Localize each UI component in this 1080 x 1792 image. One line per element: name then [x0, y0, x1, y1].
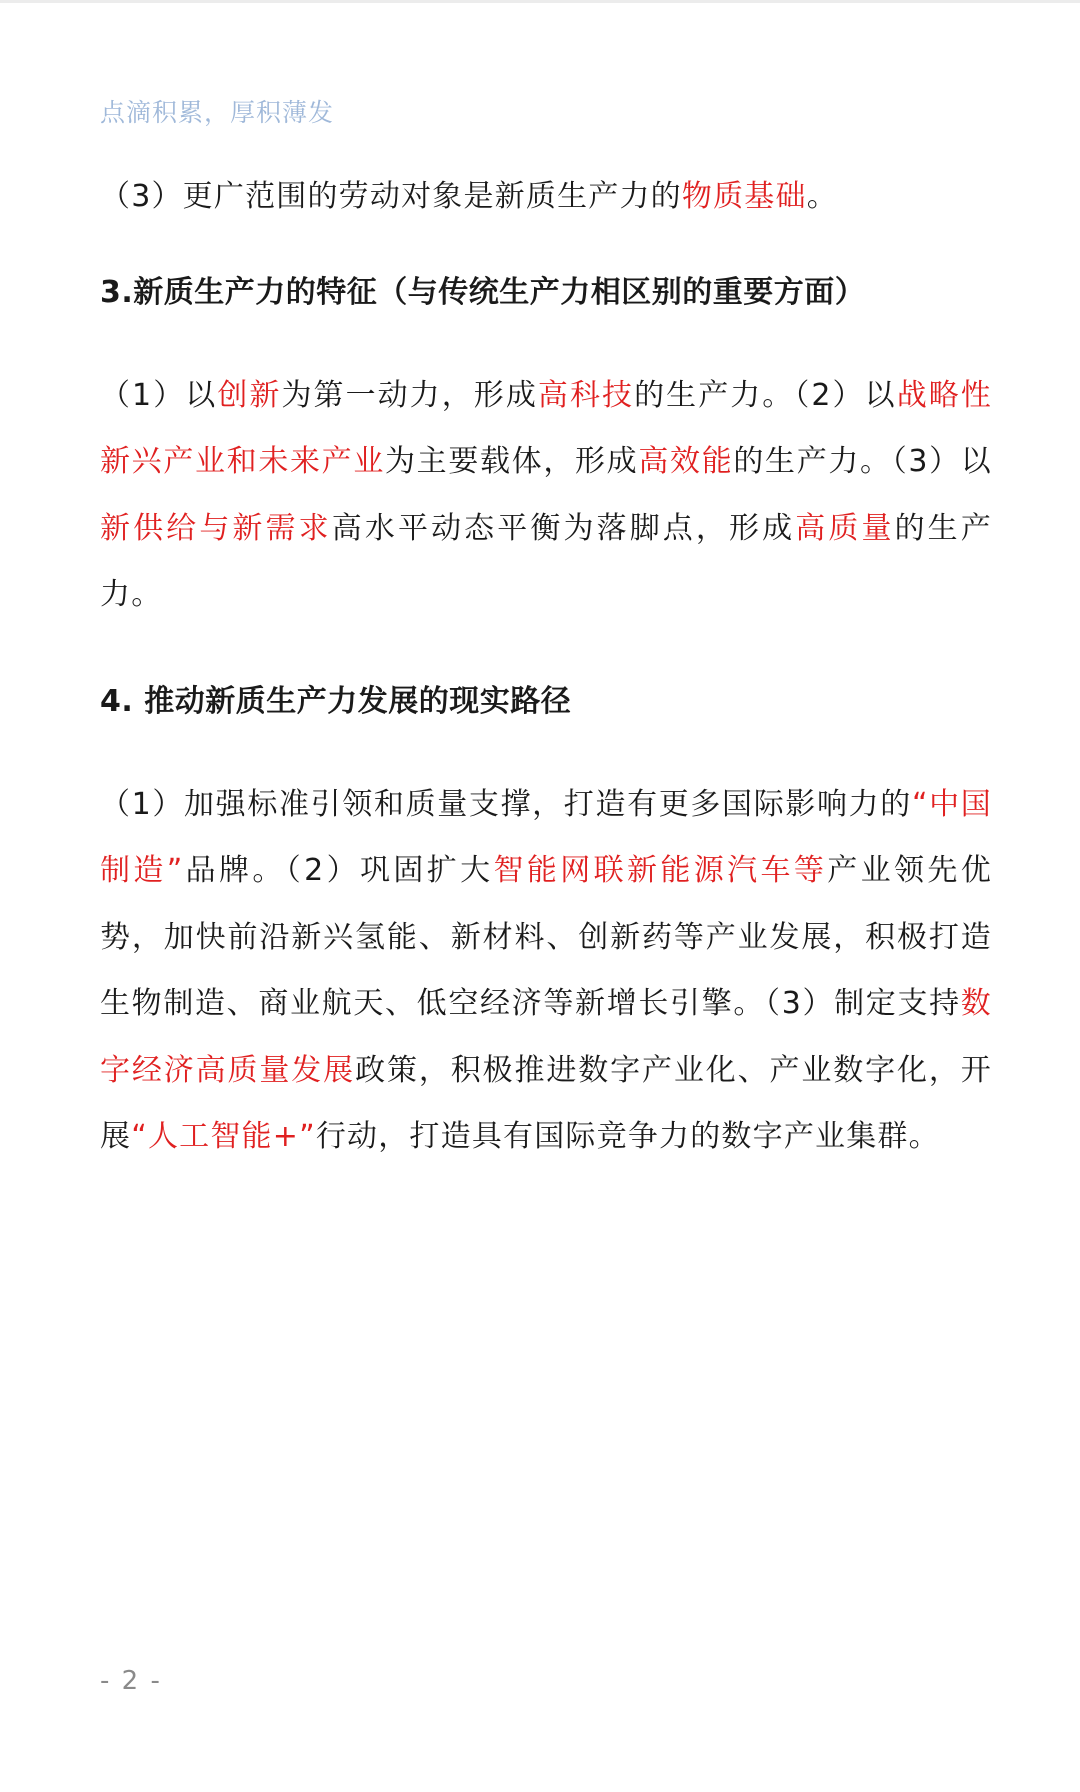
section-4-paragraph — [100, 772, 992, 1171]
section-4-heading: 4. 推动新质生产力发展的现实路径 — [100, 683, 572, 719]
header-tagline: 点滴积累，厚积薄发 — [100, 98, 335, 127]
text-run: （1）加强标准引领和质量支撑，打造有更多国际影响力的 — [100, 786, 912, 822]
text-run: 的生产力。（3）以 — [733, 444, 992, 479]
text-run: 为第一动力，形成 — [281, 377, 538, 413]
highlight-text: 创新 — [217, 377, 282, 413]
highlight-text: 高质量 — [795, 510, 895, 546]
section-3-paragraph — [100, 363, 992, 629]
page-number: - 2 - — [100, 1666, 162, 1696]
highlight-text: 战略性新兴产业和未来产业 — [100, 377, 993, 479]
highlight-text: “人工智能+” — [131, 1119, 316, 1154]
text-run: （1）以 — [100, 377, 218, 413]
text-run: 为主要载体，形成 — [385, 444, 639, 479]
text-run: 高水平动态平衡为落脚点，形成 — [331, 510, 796, 546]
highlight-text: “中国制造” — [100, 786, 992, 888]
text-run: 的生产力。（2）以 — [634, 377, 897, 413]
section-3-heading: 3.新质生产力的特征（与传统生产力相区别的重要方面） — [100, 274, 866, 310]
top-divider — [0, 0, 1080, 3]
paragraph-item3-labor-objects — [100, 164, 992, 231]
highlight-text: 数字经济高质量发展 — [100, 986, 992, 1088]
highlight-text: 物质基础 — [681, 179, 807, 214]
text-run: 政策，积极推进数字产业化、产业数字化，开展 — [100, 1052, 993, 1154]
text-run: （3）更广范围的劳动对象是新质生产力的 — [100, 179, 682, 214]
text-run: 。 — [806, 179, 838, 214]
document-page — [100, 92, 992, 1219]
text-run: 行动，打造具有国际竞争力的数字产业集群。 — [315, 1119, 940, 1154]
highlight-text: 高效能 — [638, 444, 734, 479]
highlight-text: 智能网联新能源汽车等 — [493, 853, 828, 888]
text-run: 的生产力。 — [100, 510, 992, 612]
highlight-text: 新供给与新需求 — [100, 510, 332, 546]
text-run: 产业领先优势，加快前沿新兴氢能、新材料、创新药等产业发展，积极打造生物制造、商业航天、低空经济等新增长引擎。（3）制定支持 — [100, 853, 993, 1021]
highlight-text: 高科技 — [537, 377, 635, 413]
text-run: 品牌。（2）巩固扩大 — [183, 853, 494, 888]
